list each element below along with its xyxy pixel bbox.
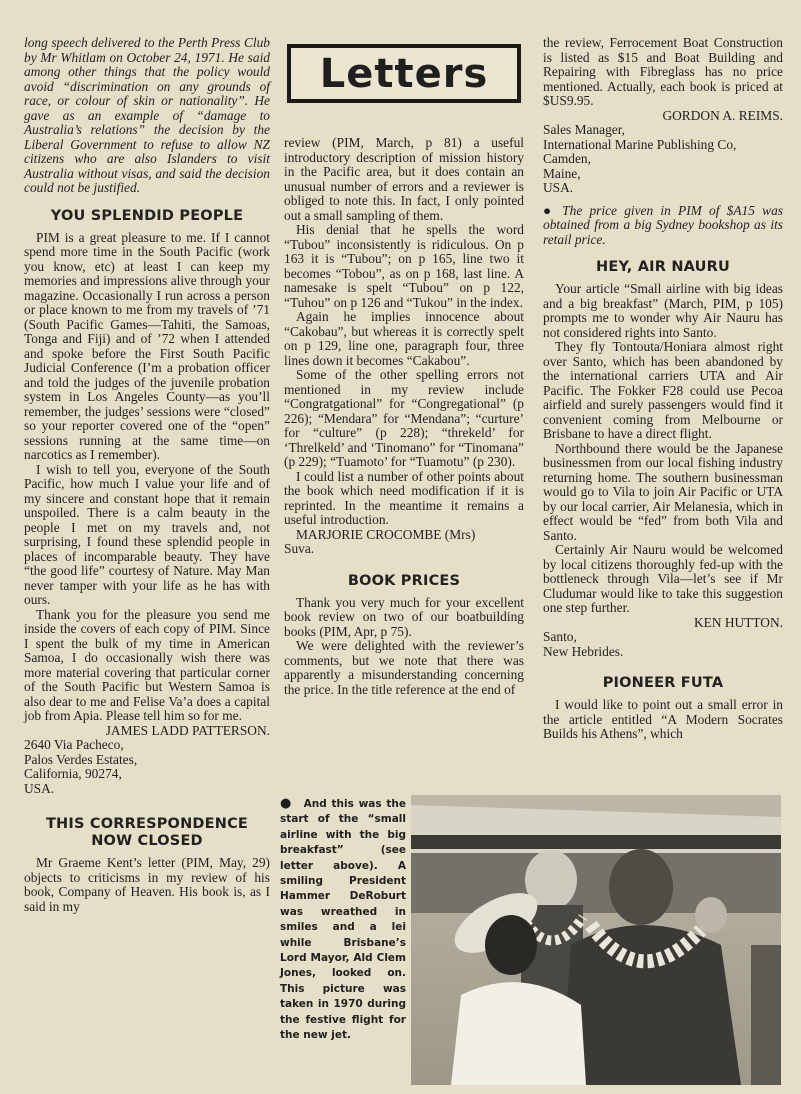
letter-address-line: Maine, (543, 165, 581, 181)
letter-paragraph: I could list a number of other points about the book which need modification if it is reprinted. In the meantime it remains a useful introduction. (284, 468, 524, 527)
heading-hey-air-nauru: HEY, AIR NAURU (596, 259, 730, 275)
article-continuation: long speech delivered to the Perth Press Club by Mr Whitlam on October 24, 1971. He said among other things that the policy would avoid “discrimination on any grounds of race, or colour of skin or nationality”. He gave as an example of “damage to Australia’s relations” the decision by the Liberal Government to refuse to allow NZ citizens who are also Islanders to visit Australia without visas, and said the decision could not be justified. (24, 35, 270, 195)
letter-signature: MARJORIE CROCOMBE (Mrs) (296, 526, 476, 542)
letter-paragraph: Thank you for the pleasure you send me inside the covers of each copy of PIM. Since I spent the bulk of my time in American Samoa, I do occasionally wish there was more material covering that particular corner of the South Pacific but Western Samoa is also dear to me and Felise Va’a does a capital job from Apia. Please tell him so for me. (24, 606, 270, 723)
letter-paragraph: We were delighted with the reviewer’s comments, but we note that there was apparently a misunderstanding concerning the price. In the title reference at the end of (284, 638, 524, 697)
letter-address-line: USA. (24, 780, 55, 796)
heading-pioneer-futa: PIONEER FUTA (602, 675, 724, 691)
letter-address-line: Santo, (543, 629, 577, 644)
letter-paragraph: Again he implies innocence about “Cakobau”, but whereas it is correctly spelt on p 129, line one, paragraph four, three lines down it becomes “Cakabou”. (284, 309, 524, 368)
letter-paragraph: Thank you very much for your excellent book review on two of our boatbuilding books (PIM, Apr, p 75). (284, 594, 524, 639)
letter-paragraph: Your article “Small airline with big ideas and a big breakfast” (March, PIM, p 105) prompts me to wonder why Air Nauru has not considered rights into Santo. (543, 281, 783, 340)
letter-address-line: International Marine Publishing Co, (543, 136, 737, 152)
letter-paragraph: Mr Graeme Kent’s letter (PIM, May, 29) objects to criticisms in my review of his book, Company of Heaven. His book is, as I said in my (24, 855, 270, 914)
letter-paragraph: Northbound there would be the Japanese businessmen from our local fishing industry returning home. The southern businessman would go to Vila to join Air Pacific or UTA by our local carrier, Air Melanesia, which in effect would be “fed” from both Vila and Santo. (543, 440, 783, 543)
section-title: Letters (319, 50, 489, 97)
letter-paragraph: His denial that he spells the word “Tubou” inconsistently is ridiculous. On p 163 it is “Tubou”; on p 165, line two it becomes “Tobou”, as on p 168, last line. A namesake is spelt “Tubou” on p 122, “Tuhou” on p 126 and “Tukou” in the index. (284, 222, 524, 310)
letter-address-line: New Hebrides. (543, 643, 624, 659)
heading-correspondence-closed (24, 816, 270, 850)
letter-paragraph: Some of the other spelling errors not mentioned in my review include “Congratgational” for “Congregational” (p 226); “Mendara” for “Mendana”; “curture’ for “culture” (p 228); “threkeld’ for ‘Threlkeld’ and ‘Tinomano” for “Tinomana” (p 229); “Tuamoto’ for “Tuamotu” (p 230). (284, 367, 524, 469)
editor-note: ● The price given in PIM of $A15 was obtained from a big Sydney bookshop as its retail price. (543, 204, 783, 248)
heading-book-prices: BOOK PRICES (347, 572, 461, 589)
letter-address-line: Palos Verdes Estates, (24, 751, 138, 767)
letter-paragraph: the review, Ferrocement Boat Construction is listed as $15 and Boat Building and Repairing with Fibreglass has no price mentioned. Actually, each book is priced at $US9.95. (543, 35, 783, 108)
letter-paragraph: Certainly Air Nauru would be welcomed by local citizens thoroughly fed-up with the bottleneck through Vila—let’s see if Mr Cludumar would like to take this suggestion one step further. (543, 542, 783, 615)
letter-address-line: California, 90274, (24, 766, 122, 781)
heading-line: THIS CORRESPONDENCE (45, 816, 249, 832)
letter-paragraph: I wish to tell you, everyone of the South Pacific, how much I value your life and of my sincere and constant hope that it remain unspoiled. There is a calm beauty in the people I met on my travels and, not surprising, I found these splendid people in places of incomparable beauty. They have “the good life” courtesy of Nature. May Man never tamper with your life as he has with ours. (24, 461, 270, 607)
column-2 (284, 136, 524, 697)
photo-caption: ● And this was the start of the “small airline with the big breakfast” (see letter above). A smiling President Hammer DeRoburt was wreathed in smiles and a lei while Brisbane’s Lord Mayor, Ald Clem Jones, looked on. This picture was taken in 1970 during the festive flight for the new jet. (280, 796, 406, 1044)
letter-address-line: Camden, (543, 151, 591, 166)
letter-address-line: 2640 Via Pacheco, (24, 737, 124, 752)
photo-air-nauru-inaugural-flight (411, 795, 781, 1085)
section-title-box (287, 44, 521, 103)
heading-line: NOW CLOSED (91, 833, 203, 849)
column-3 (543, 36, 783, 742)
letter-paragraph: They fly Tontouta/Honiara almost right over Santo, which has been abandoned by the international carriers UTA and Air Pacific. The Fokker F28 could use Pecoa airfield and surely passengers would find it convenient coming from Melbourne or Brisbane to have a direct flight. (543, 339, 783, 441)
photo-illustration (411, 795, 781, 1085)
letter-address-line: Suva. (284, 541, 315, 556)
letter-paragraph: review (PIM, March, p 81) a useful introductory description of mission history in the Pacific area, but it does contain an unusual number of errors and a reviewer is obliged to note this. In fact, I only pointed out a small sampling of them. (284, 135, 524, 223)
letter-paragraph: I would like to point out a small error in the article entitled “A Modern Socrates Builds his Athens”, which (543, 697, 783, 741)
letter-signature: KEN HUTTON. (693, 614, 783, 630)
letter-signature: JAMES LADD PATTERSON. (105, 722, 270, 738)
letter-address-line: Sales Manager, (543, 122, 626, 137)
heading-you-splendid-people: YOU SPLENDID PEOPLE (50, 207, 244, 224)
letter-address-line: USA. (543, 180, 574, 195)
column-1 (24, 36, 270, 914)
letter-signature: GORDON A. REIMS. (662, 107, 783, 123)
letter-paragraph: PIM is a great pleasure to me. If I cannot spend more time in the South Pacific (work you know, etc) at least I can keep my memories and impressions alive through your magazine. Occasionally I run across a person or place known to me from my travels of ’71 (South Pacific Games—Tahiti, the Samoas, Tonga and Fiji) and of ’72 when I attended and spoke before the First South Pacific Judicial Conference (I’m a probation officer and told the judges of the juvenile probation system in Los Angeles County—as you’ll remember, the judges’ sessions were “closed” so your reporter covered one of the “open” sessions running at the same time—on narcotics as I remember). (24, 229, 270, 462)
